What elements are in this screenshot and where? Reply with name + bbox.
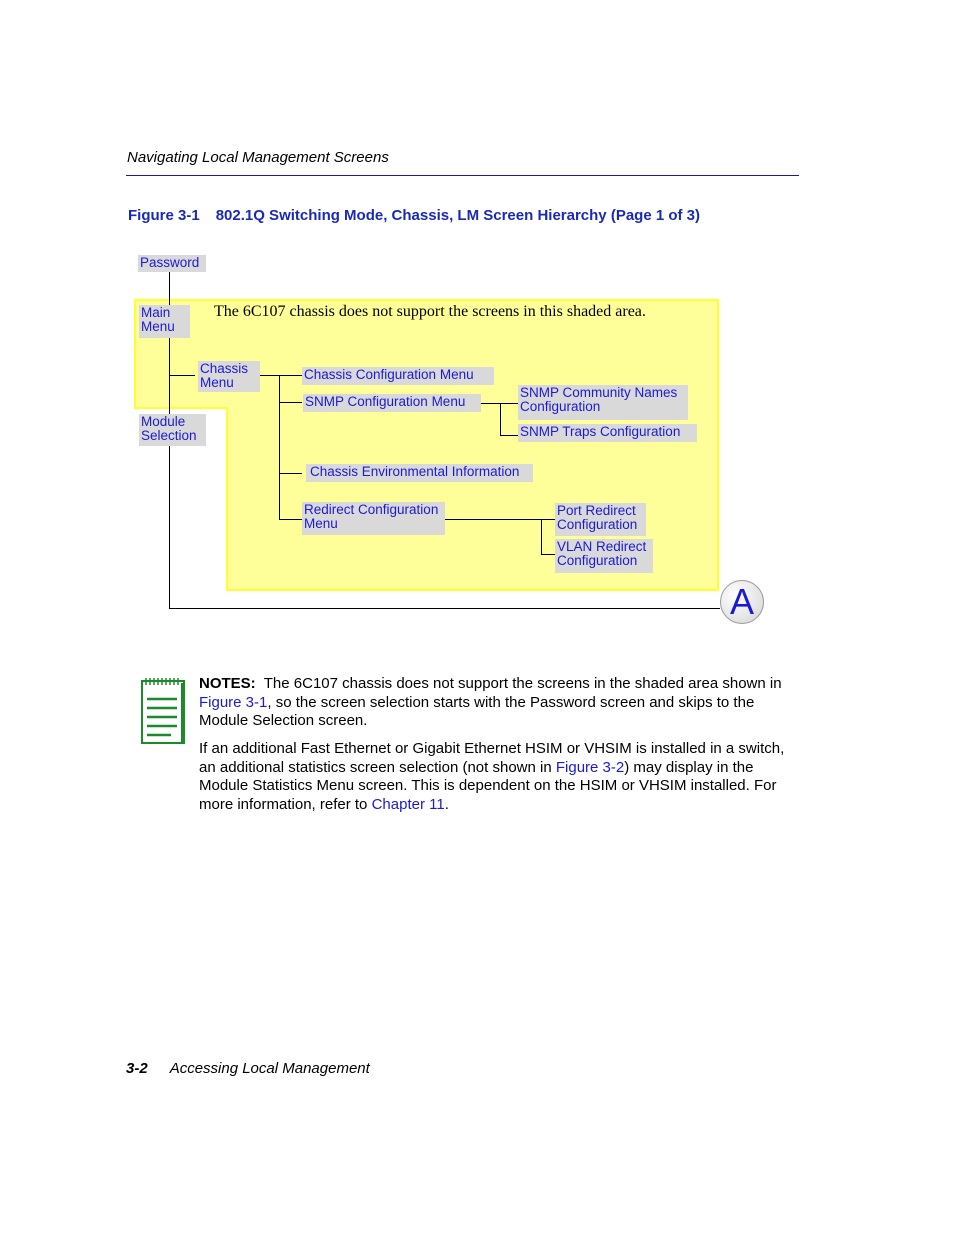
page-footer: [126, 1060, 370, 1077]
node-snmp-configuration-menu[interactable]: SNMP Configuration Menu: [303, 394, 481, 412]
connector-line: [169, 608, 720, 609]
connector-line: [541, 554, 555, 555]
node-redirect-config-line1: Redirect Configuration: [304, 502, 439, 517]
notepad-icon: [141, 677, 187, 745]
notes-text: The 6C107 chassis does not support the screens in the shaded area shown in: [263, 675, 782, 692]
notes-text: , so the screen selection starts with the Password screen and skips to the Module Selection screen.: [199, 693, 755, 729]
node-snmp-community-line1: SNMP Community Names: [520, 385, 678, 400]
connector-line: [500, 403, 501, 436]
notes-text: If an additional Fast Ethernet or Gigabit Ethernet HSIM or VHSIM is installed in a switch, an additional statistics screen selection (not shown in: [199, 740, 785, 776]
node-snmp-community-line2: Configuration: [520, 399, 601, 414]
notes-label: NOTES:: [199, 675, 256, 692]
node-module-selection-line1: Module: [141, 414, 186, 429]
chapter-11-link[interactable]: Chapter 11: [371, 795, 445, 813]
connector-letter: A: [729, 581, 754, 622]
figure-3-1-link[interactable]: Figure 3-1: [199, 693, 268, 711]
node-port-redirect-line2: Configuration: [557, 517, 638, 532]
continuation-connector-a[interactable]: [720, 580, 764, 624]
connector-line: [541, 519, 542, 555]
connector-line: [260, 375, 302, 376]
connector-line: [500, 435, 518, 436]
connector-line: [279, 519, 302, 520]
node-vlan-redirect-line2: Configuration: [557, 553, 638, 568]
node-password[interactable]: Password: [138, 255, 206, 272]
connector-line: [169, 338, 170, 609]
connector-line: [169, 375, 195, 376]
node-vlan-redirect-configuration[interactable]: [555, 539, 653, 573]
node-chassis-menu-line1: Chassis: [200, 361, 249, 376]
connector-line: [279, 402, 302, 403]
connector-line: [279, 473, 302, 474]
notes-paragraph-2: [199, 740, 801, 814]
figure-number: Figure 3-1: [128, 207, 200, 224]
node-port-redirect-configuration[interactable]: [555, 503, 646, 536]
footer-section-title: Accessing Local Management: [169, 1060, 370, 1077]
node-chassis-menu[interactable]: [198, 361, 260, 392]
figure-3-2-link[interactable]: Figure 3-2: [555, 758, 625, 776]
connector-line: [445, 519, 555, 520]
node-port-redirect-line1: Port Redirect: [557, 503, 636, 518]
node-snmp-traps-configuration[interactable]: SNMP Traps Configuration: [518, 424, 697, 442]
connector-line: [279, 375, 280, 520]
shaded-area-note: The 6C107 chassis does not support the screens in this shaded area.: [214, 303, 646, 320]
node-main-menu-line1: Main: [141, 305, 171, 320]
node-vlan-redirect-line1: VLAN Redirect: [557, 539, 647, 554]
node-module-selection[interactable]: [139, 414, 206, 446]
node-snmp-community-names[interactable]: [518, 385, 688, 420]
node-module-selection-line2: Selection: [141, 428, 197, 443]
notes-text: ) may display in the Module Statistics Menu screen. This is dependent on the HSIM or VHSIM installed. For more information, refer to: [199, 758, 777, 813]
page-number: 3-2: [126, 1060, 148, 1077]
notes-paragraph-1: [199, 675, 801, 731]
figure-title: 802.1Q Switching Mode, Chassis, LM Screen Hierarchy (Page 1 of 3): [215, 207, 701, 224]
node-chassis-menu-line2: Menu: [200, 375, 234, 390]
connector-line: [169, 272, 170, 309]
node-chassis-configuration-menu[interactable]: Chassis Configuration Menu: [302, 367, 494, 385]
node-main-menu-line2: Menu: [141, 319, 175, 334]
node-chassis-environmental-information[interactable]: Chassis Environmental Information: [306, 464, 533, 482]
node-main-menu[interactable]: [139, 305, 190, 338]
running-header: Navigating Local Management Screens: [127, 149, 389, 166]
node-redirect-config-line2: Menu: [304, 516, 338, 531]
notes-text: .: [444, 795, 449, 813]
node-redirect-configuration-menu[interactable]: [302, 502, 445, 535]
